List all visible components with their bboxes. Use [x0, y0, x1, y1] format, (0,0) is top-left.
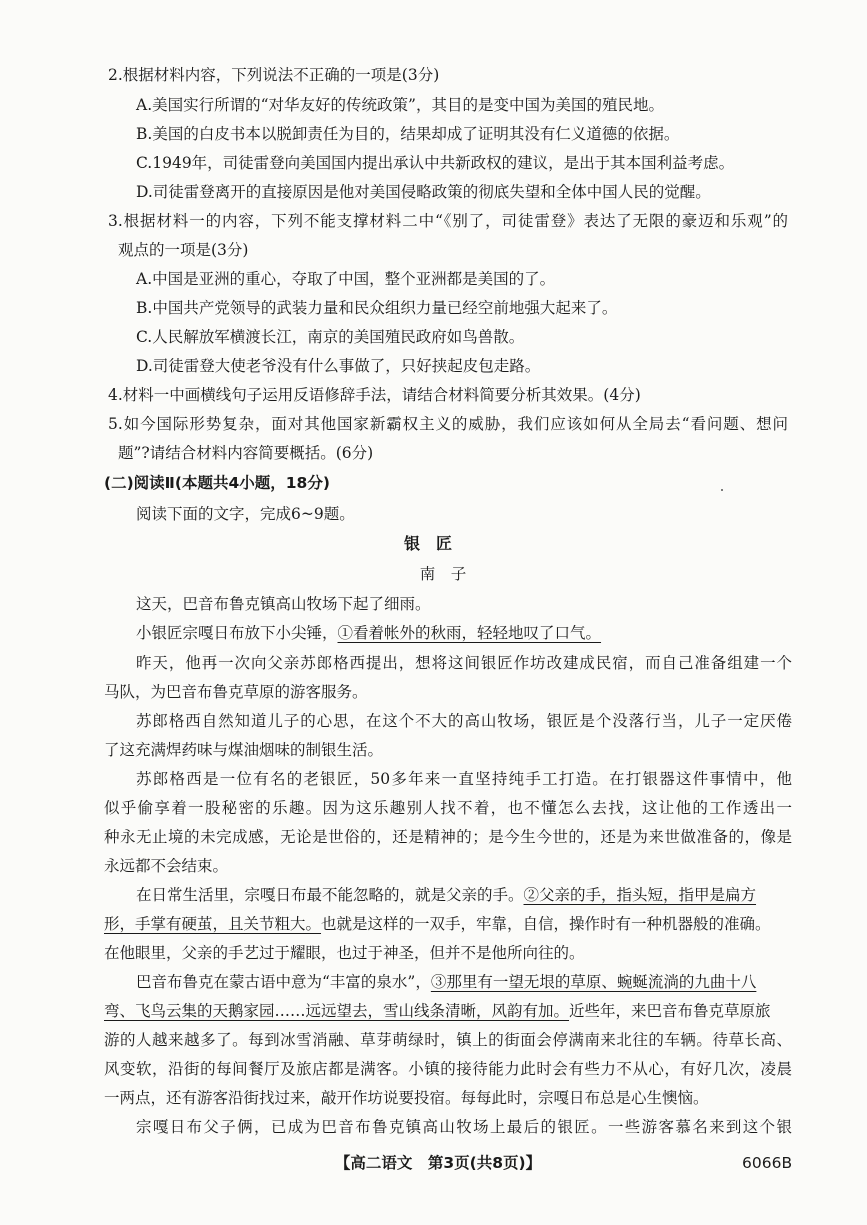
question-5-line2: 题”?请结合材料内容简要概括。(6分) [118, 444, 374, 462]
story-line: 苏郎格西自然知道儿子的心思，在这个不大的高山牧场，银匠是个没落行当，儿子一定厌倦 [136, 712, 792, 730]
section-heading: (二)阅读Ⅱ(本题共4小题，18分) [104, 474, 330, 492]
story-line: 游的人越来越多了。每到冰雪消融、草芽萌绿时，镇上的街面会停满南来北往的车辆。待草长高、 [104, 1031, 792, 1049]
story-author: 南 子 [419, 565, 467, 583]
question-2-option-a: A.美国实行所谓的“对华友好的传统政策”，其目的是变中国为美国的殖民地。 [136, 96, 664, 114]
story-line: 了这充满焊药味与煤油烟味的制银生活。 [104, 741, 384, 759]
page-footer: 【高二语文 第3页(共8页)】 [334, 1154, 542, 1172]
story-title: 银 匠 [403, 534, 452, 553]
underlined-sentence-3b: 弯、飞鸟云集的天鹅家园……远远望去，雪山线条清晰，风韵有加。 [104, 1002, 570, 1020]
question-2-option-b: B.美国的白皮书本以脱卸责任为目的，结果却成了证明其没有仁义道德的依据。 [136, 125, 680, 143]
question-2-option-d: D.司徒雷登离开的直接原因是他对美国侵略政策的彻底失望和全体中国人民的觉醒。 [136, 183, 711, 201]
underlined-sentence-2a: ②父亲的手，指头短，指甲是扁方 [523, 886, 757, 904]
scan-speck [721, 489, 723, 491]
story-line: 昨天，他再一次向父亲苏郎格西提出，想将这间银匠作坊改建成民宿，而自己准备组建一个 [136, 654, 792, 672]
underlined-sentence-1: ①看着帐外的秋雨，轻轻地叹了口气。 [337, 624, 602, 642]
story-paragraph [136, 884, 756, 906]
story-line: 宗嘎日布父子俩，已成为巴音布鲁克镇高山牧场上最后的银匠。一些游客慕名来到这个银 [136, 1118, 792, 1136]
story-text: 也就是这样的一双手，牢靠，自信，操作时有一种机器般的准确。 [321, 915, 771, 933]
story-paragraph [136, 622, 601, 644]
story-paragraph [136, 971, 756, 993]
story-text: 巴音布鲁克在蒙古语中意为“丰富的泉水”， [136, 973, 431, 991]
story-text: 小银匠宗嘎日布放下小尖锤， [136, 624, 338, 642]
story-line: 在他眼里，父亲的手艺过于耀眼，也过于神圣，但并不是他所向往的。 [104, 944, 585, 962]
story-line: 似乎偷享着一股秘密的乐趣。因为这乐趣别人找不着，也不懂怎么去找，这让他的工作透出一 [104, 799, 792, 817]
underlined-sentence-2b: 形，手掌有硬茧，且关节粗大。 [104, 915, 322, 933]
question-3-option-c: C.人民解放军横渡长江，南京的美国殖民政府如鸟兽散。 [136, 328, 525, 346]
story-text: 在日常生活里，宗嘎日布最不能忽略的，就是父亲的手。 [136, 886, 524, 904]
question-2-stem: 2.根据材料内容，下列说法不正确的一项是(3分) [108, 66, 440, 84]
story-paragraph: 这天，巴音布鲁克镇高山牧场下起了细雨。 [136, 595, 431, 613]
question-4: 4.材料一中画横线句子运用反语修辞手法，请结合材料简要分析其效果。(4分) [108, 386, 641, 404]
story-line: 马队，为巴音布鲁克草原的游客服务。 [104, 683, 368, 701]
story-line [104, 1000, 771, 1022]
story-line [104, 913, 771, 935]
story-text: 近些年，来巴音布鲁克草原旅 [569, 1002, 771, 1020]
question-3-option-d: D.司徒雷登大使老爷没有什么事做了，只好挟起皮包走路。 [136, 357, 541, 375]
question-5-line1: 5.如今国际形势复杂，面对其他国家新霸权主义的威胁，我们应该如何从全局去“看问题、想问 [108, 415, 788, 433]
question-3-stem-line2: 观点的一项是(3分) [118, 241, 249, 259]
question-3-option-a: A.中国是亚洲的重心，夺取了中国，整个亚洲都是美国的了。 [136, 270, 556, 288]
story-line: 永远都不会结束。 [104, 857, 229, 875]
story-line: 苏郎格西是一位有名的老银匠，50多年来一直坚持纯手工打造。在打银器这件事情中，他 [136, 770, 792, 788]
story-line: 一两点，还有游客沿街找过来，敲开作坊说要投宿。每每此时，宗嘎日布总是心生懊恼。 [104, 1089, 709, 1107]
section-instruction: 阅读下面的文字，完成6~9题。 [136, 505, 355, 523]
exam-code: 6066B [742, 1154, 793, 1172]
question-3-stem-line1: 3.根据材料一的内容，下列不能支撑材料二中“《别了，司徒雷登》表达了无限的豪迈和乐观”的 [108, 212, 788, 230]
underlined-sentence-3a: ③那里有一望无垠的草原、蜿蜒流淌的九曲十八 [430, 973, 757, 991]
question-2-option-c: C.1949年，司徒雷登向美国国内提出承认中共新政权的建议，是出于其本国利益考虑。 [136, 154, 735, 172]
story-line: 风变软，沿街的每间餐厅及旅店都是满客。小镇的接待能力此时会有些力不从心，有好几次，凌晨 [104, 1060, 792, 1078]
story-line: 种永无止境的未完成感，无论是世俗的，还是精神的；是今生今世的，还是为来世做准备的，像是 [104, 828, 792, 846]
question-3-option-b: B.中国共产党领导的武装力量和民众组织力量已经空前地强大起来了。 [136, 299, 618, 317]
